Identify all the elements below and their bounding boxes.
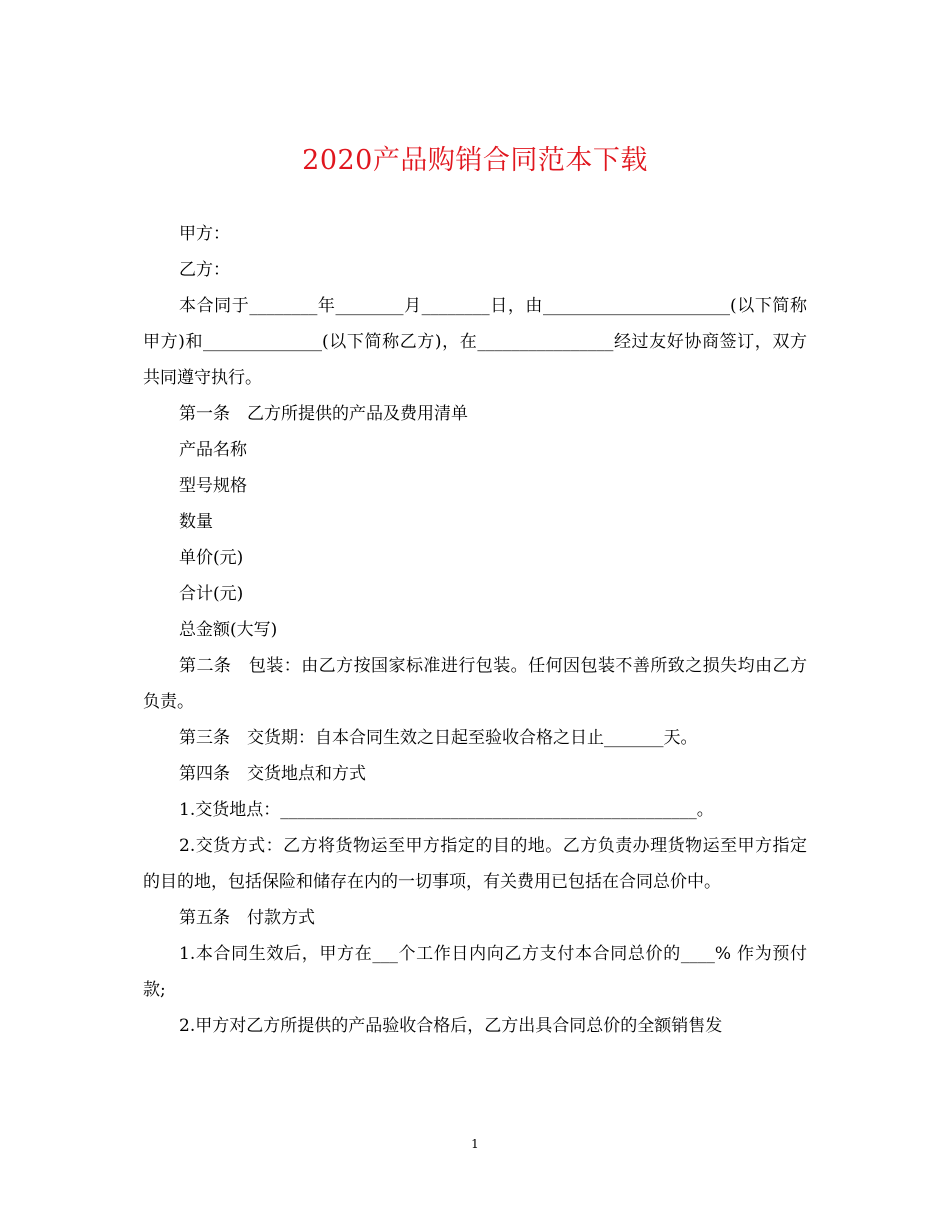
subtotal-line: 合计(元) [179, 584, 244, 604]
product-name-line: 产品名称 [179, 440, 247, 460]
contract-intro-paragraph: 本合同于________年________月________日，由______________________(以下简称甲方)和______________(以下简称乙方)，在________________经过友好协商签订，双方共同遵守执行。 [143, 296, 807, 388]
article-1-heading: 第一条 乙方所提供的产品及费用清单 [179, 404, 468, 424]
article-5-heading: 第五条 付款方式 [179, 908, 315, 928]
document-body [143, 216, 807, 1044]
article-2-packaging: 第二条 包装：由乙方按国家标准进行包装。任何因包装不善所致之损失均由乙方负责。 [143, 656, 807, 712]
article-4-heading: 第四条 交货地点和方式 [179, 764, 366, 784]
document-title: 2020产品购销合同范本下载 [302, 145, 648, 176]
payment-clause-1: 1.本合同生效后，甲方在___个工作日内向乙方支付本合同总价的____% 作为预付款; [143, 944, 807, 1000]
party-a-line: 甲方： [179, 224, 230, 244]
quantity-line: 数量 [179, 512, 213, 532]
total-amount-line: 总金额(大写) [179, 620, 278, 640]
article-3-delivery-period: 第三条 交货期：自本合同生效之日起至验收合格之日止_______天。 [179, 728, 698, 748]
party-b-line: 乙方： [179, 260, 230, 280]
unit-price-line: 单价(元) [179, 548, 244, 568]
page-number: 1 [471, 1137, 479, 1151]
delivery-location-line: 1.交货地点：_________________________________________________。 [179, 800, 714, 820]
delivery-method-paragraph: 2.交货方式：乙方将货物运至甲方指定的目的地。乙方负责办理货物运至甲方指定的目的地，包括保险和储存在内的一切事项，有关费用已包括在合同总价中。 [143, 836, 807, 892]
payment-clause-2: 2.甲方对乙方所提供的产品验收合格后，乙方出具合同总价的全额销售发 [179, 1016, 723, 1036]
model-spec-line: 型号规格 [179, 476, 247, 496]
